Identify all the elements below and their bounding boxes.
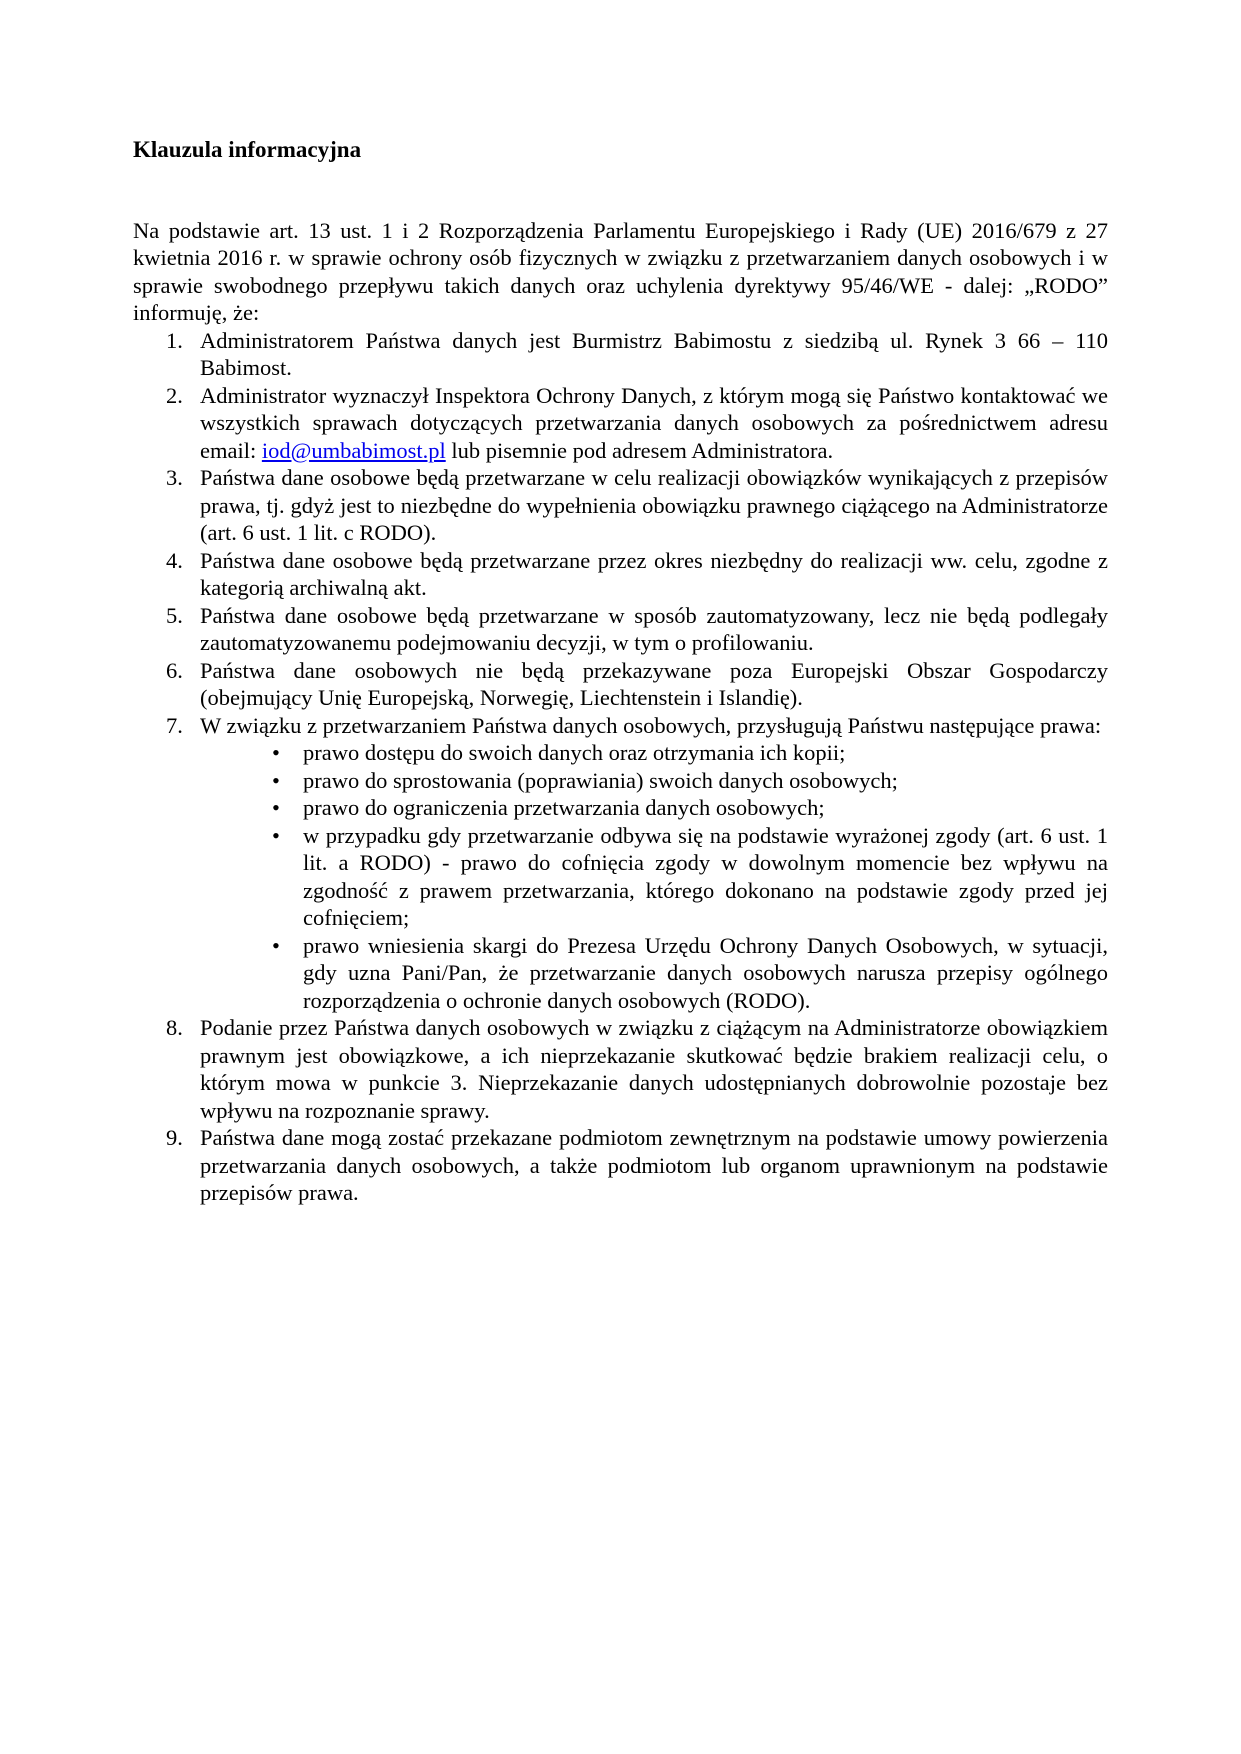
intro-paragraph: Na podstawie art. 13 ust. 1 i 2 Rozporządzenia Parlamentu Europejskiego i Rady (UE) 2016/679 z 27 kwietnia 2016 r. w sprawie ochrony osób fizycznych w związku z przetwarzaniem danych osobowych i w sprawie swobodnego przepływu takich danych oraz uchylenia dyrektywy 95/46/WE - dalej: „RODO” informuję, że: bbox=[133, 217, 1108, 325]
item-text: Administrator wyznaczył Inspektora Ochrony Danych, z którym mogą się Państwo kontaktować we wszystkich sprawach dotyczących przetwarzania danych osobowych za pośrednictwem adresu email: bbox=[200, 382, 1108, 463]
item-number: 6. bbox=[166, 657, 183, 683]
bullet-marker: • bbox=[272, 767, 280, 793]
bullet-item-2 bbox=[133, 767, 1108, 795]
bullet-text: prawo do ograniczenia przetwarzania danych osobowych; bbox=[303, 795, 825, 820]
item-text: lub pisemnie pod adresem Administratora. bbox=[445, 437, 834, 463]
bullet-item-4 bbox=[133, 822, 1108, 932]
numbered-list bbox=[133, 327, 1108, 1207]
item-number: 7. bbox=[166, 712, 183, 738]
bullet-item-3 bbox=[133, 794, 1108, 822]
bullet-marker: • bbox=[272, 932, 280, 958]
item-number: 9. bbox=[166, 1125, 183, 1150]
list-item-4 bbox=[133, 547, 1108, 602]
list-item-3 bbox=[133, 464, 1108, 547]
bullet-item-1 bbox=[133, 739, 1108, 767]
list-item-2 bbox=[133, 382, 1108, 465]
item-number: 5. bbox=[166, 602, 183, 628]
item-number: 3. bbox=[166, 465, 183, 490]
bullet-text: prawo do sprostowania (poprawiania) swoich danych osobowych; bbox=[303, 767, 898, 793]
bullet-marker: • bbox=[272, 795, 280, 820]
item-text: Podanie przez Państwa danych osobowych w związku z ciążącym na Administratorze obowiązkiem prawnym jest obowiązkowe, a ich nieprzekazanie skutkować będzie brakiem realizacji celu, o którym mowa w punkcie 3. Nieprzekazanie danych udostępnianych dobrowolnie pozostaje bez wpływu na rozpoznanie sprawy. bbox=[200, 1015, 1108, 1123]
item-number: 8. bbox=[166, 1015, 183, 1040]
document-title: Klauzula informacyjna bbox=[133, 137, 362, 162]
item-text: W związku z przetwarzaniem Państwa danych osobowych, przysługują Państwu następujące prawa: bbox=[200, 712, 1102, 738]
email-link[interactable]: iod@umbabimost.pl bbox=[261, 437, 446, 463]
item-number: 2. bbox=[166, 382, 183, 408]
list-item-1 bbox=[133, 327, 1108, 382]
item-text: Państwa dane osobowe będą przetwarzane przez okres niezbędny do realizacji ww. celu, zgodne z kategorią archiwalną akt. bbox=[200, 547, 1108, 600]
bullet-text: prawo dostępu do swoich danych oraz otrzymania ich kopii; bbox=[303, 740, 846, 765]
item-number: 4. bbox=[166, 547, 183, 573]
item-number: 1. bbox=[166, 327, 183, 353]
list-item-7 bbox=[133, 712, 1108, 740]
list-item-5 bbox=[133, 602, 1108, 657]
list-item-6 bbox=[133, 657, 1108, 712]
bullet-text: prawo wniesienia skargi do Prezesa Urzędu Ochrony Danych Osobowych, w sytuacji, gdy uzna Pani/Pan, że przetwarzanie danych osobowych narusza przepisy ogólnego rozporządzenia o ochronie danych osobowych (RODO). bbox=[303, 932, 1108, 1013]
bullet-text: w przypadku gdy przetwarzanie odbywa się na podstawie wyrażonej zgody (art. 6 ust. 1 lit. a RODO) - prawo do cofnięcia zgody w dowolnym momencie bez wpływu na zgodność z prawem przetwarzania, którego dokonano na podstawie zgody przed jej cofnięciem; bbox=[303, 822, 1108, 930]
item-text: Państwa dane mogą zostać przekazane podmiotom zewnętrznym na podstawie umowy powierzenia przetwarzania danych osobowych, a także podmiotom lub organom uprawnionym na podstawie przepisów prawa. bbox=[200, 1125, 1108, 1205]
list-item-8 bbox=[133, 1014, 1108, 1124]
item-text: Administratorem Państwa danych jest Burmistrz Babimostu z siedzibą ul. Rynek 3 66 – 110 Babimost. bbox=[200, 327, 1108, 380]
bullet-marker: • bbox=[272, 740, 280, 765]
list-item-9 bbox=[133, 1124, 1108, 1207]
bullet-sub-list bbox=[133, 739, 1108, 1014]
bullet-marker: • bbox=[272, 822, 280, 848]
item-text: Państwa dane osobowe będą przetwarzane w celu realizacji obowiązków wynikających z przepisów prawa, tj. gdyż jest to niezbędne do wypełnienia obowiązku prawnego ciążącego na Administratorze (art. 6 ust. 1 lit. c RODO). bbox=[200, 465, 1108, 545]
bullet-item-5 bbox=[133, 932, 1108, 1015]
item-text: Państwa dane osobowe będą przetwarzane w sposób zautomatyzowany, lecz nie będą podlegały zautomatyzowanemu podejmowaniu decyzji, w tym o profilowaniu. bbox=[200, 602, 1108, 655]
item-text: Państwa dane osobowych nie będą przekazywane poza Europejski Obszar Gospodarczy (obejmujący Unię Europejską, Norwegię, Liechtenstein i Islandię). bbox=[200, 657, 1108, 710]
